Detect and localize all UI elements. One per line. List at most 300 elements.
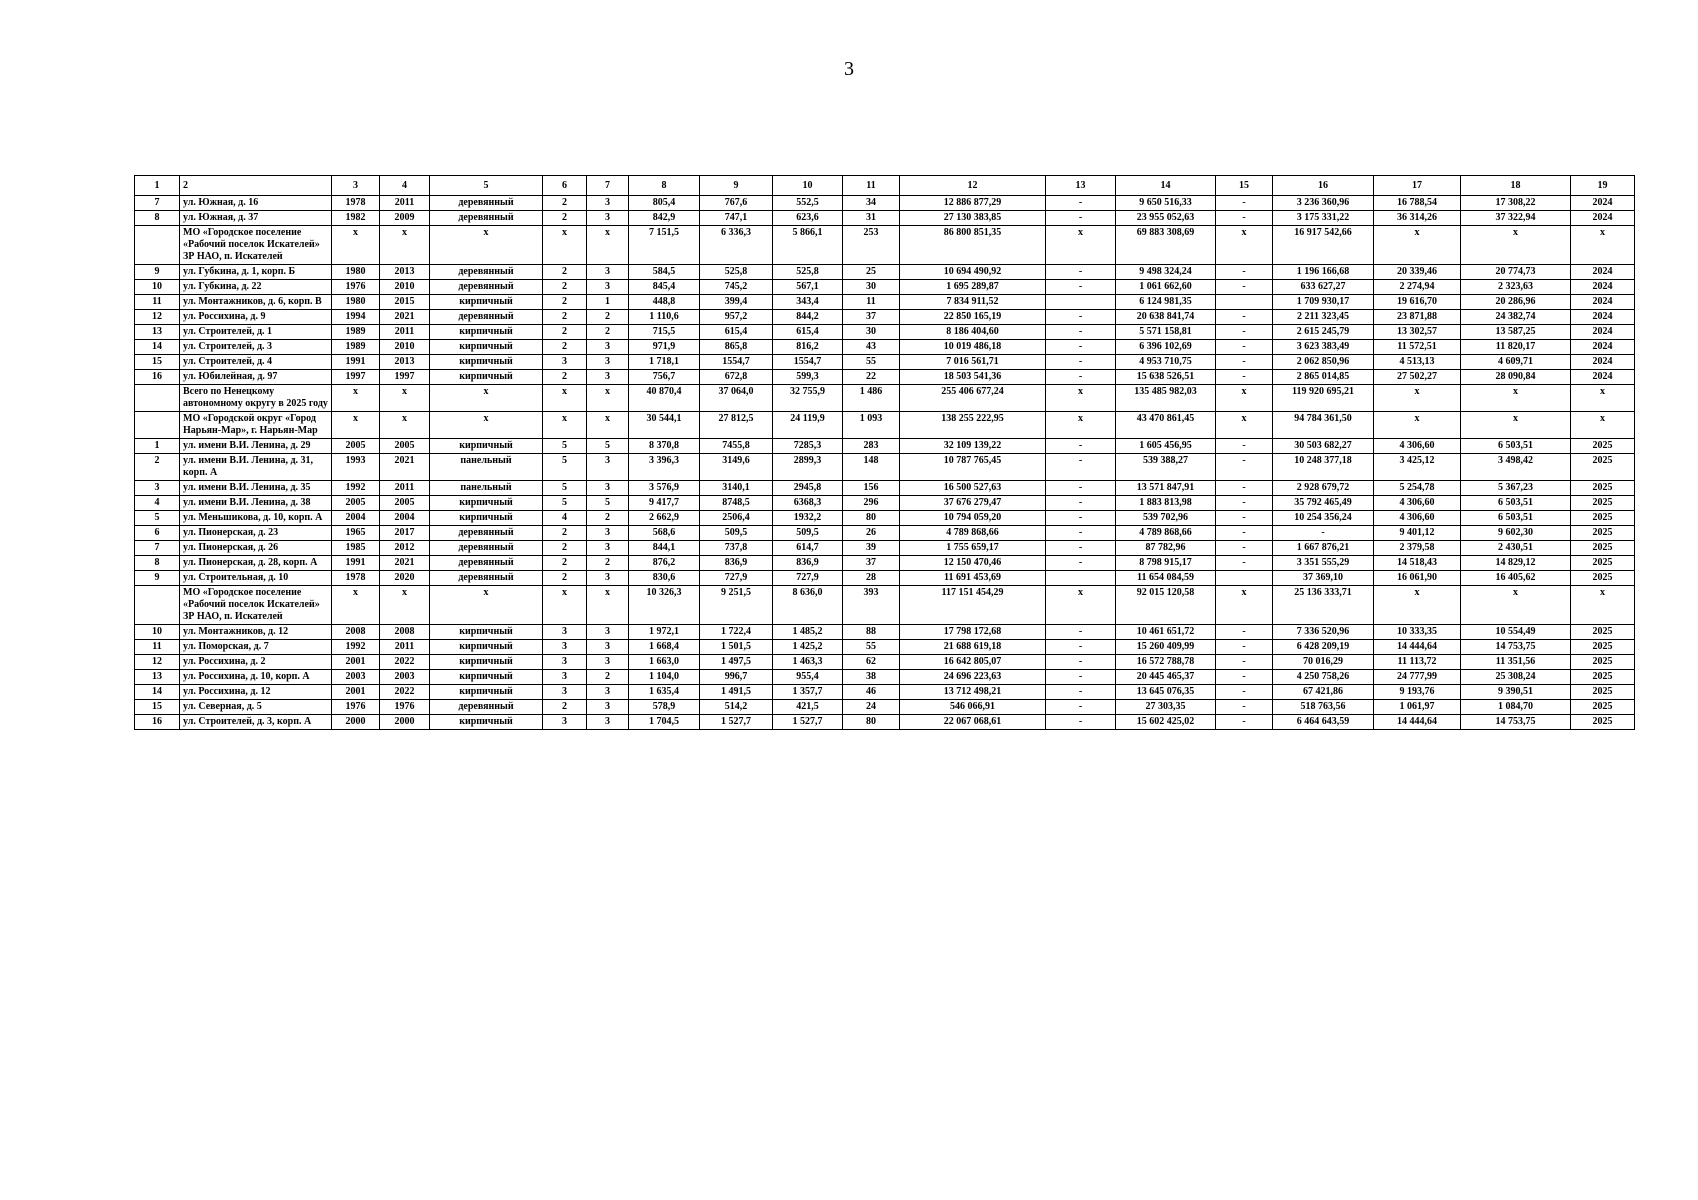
- table-row: [135, 295, 1635, 310]
- table-cell-col-8: 971,9: [629, 340, 700, 355]
- table-cell-col-5: деревянный: [430, 541, 543, 556]
- table-cell-col-2: ул. Пионерская, д. 23: [180, 526, 332, 541]
- table-cell-col-1: 13: [135, 325, 180, 340]
- table-cell-col-8: 8: [629, 176, 700, 196]
- table-cell-col-11: 25: [843, 265, 900, 280]
- table-cell-col-4: х: [380, 412, 430, 439]
- table-cell-col-3: 2000: [332, 715, 380, 730]
- table-cell-col-15: х: [1216, 412, 1273, 439]
- table-cell-col-2: ул. Строителей, д. 3, корп. А: [180, 715, 332, 730]
- table-cell-col-9: 1 501,5: [700, 640, 773, 655]
- table-cell-col-7: 2: [587, 670, 629, 685]
- table-cell-col-12: 7 834 911,52: [900, 295, 1046, 310]
- table-cell-col-5: кирпичный: [430, 670, 543, 685]
- table-cell-col-16: 3 175 331,22: [1273, 211, 1374, 226]
- table-cell-col-5: панельный: [430, 481, 543, 496]
- table-cell-col-13: -: [1046, 355, 1116, 370]
- table-cell-col-19: 2025: [1571, 640, 1635, 655]
- table-cell-col-8: 1 635,4: [629, 685, 700, 700]
- table-cell-col-19: 2025: [1571, 685, 1635, 700]
- table-cell-col-3: 1992: [332, 481, 380, 496]
- table-cell-col-18: х: [1461, 412, 1571, 439]
- table-cell-col-1: 1: [135, 176, 180, 196]
- table-cell-col-8: 578,9: [629, 700, 700, 715]
- table-cell-col-10: 32 755,9: [773, 385, 843, 412]
- table-cell-col-14: 13 645 076,35: [1116, 685, 1216, 700]
- table-cell-col-11: 24: [843, 700, 900, 715]
- table-cell-col-3: 1991: [332, 556, 380, 571]
- table-row: [135, 325, 1635, 340]
- table-cell-col-14: 69 883 308,69: [1116, 226, 1216, 265]
- table-cell-col-17: 9 193,76: [1374, 685, 1461, 700]
- table-row: [135, 640, 1635, 655]
- table-cell-col-18: 14 753,75: [1461, 715, 1571, 730]
- table-cell-col-15: -: [1216, 625, 1273, 640]
- table-cell-col-13: -: [1046, 211, 1116, 226]
- table-cell-col-3: 1989: [332, 340, 380, 355]
- table-cell-col-19: 2024: [1571, 340, 1635, 355]
- table-cell-col-1: 13: [135, 670, 180, 685]
- table-row: [135, 481, 1635, 496]
- table-row: [135, 541, 1635, 556]
- table-cell-col-12: 10 694 490,92: [900, 265, 1046, 280]
- table-cell-col-6: х: [543, 412, 587, 439]
- table-cell-col-10: 2945,8: [773, 481, 843, 496]
- table-cell-col-4: 2011: [380, 196, 430, 211]
- table-cell-col-2: ул. Пионерская, д. 26: [180, 541, 332, 556]
- table-cell-col-9: 1 497,5: [700, 655, 773, 670]
- table-cell-col-6: 2: [543, 280, 587, 295]
- table-cell-col-14: 20 638 841,74: [1116, 310, 1216, 325]
- table-cell-col-11: 28: [843, 571, 900, 586]
- table-cell-col-17: х: [1374, 586, 1461, 625]
- table-cell-col-15: -: [1216, 439, 1273, 454]
- table-row: [135, 412, 1635, 439]
- table-cell-col-11: 43: [843, 340, 900, 355]
- table-cell-col-17: 20 339,46: [1374, 265, 1461, 280]
- table-cell-col-3: 1991: [332, 355, 380, 370]
- table-cell-col-13: -: [1046, 280, 1116, 295]
- table-cell-col-17: 27 502,27: [1374, 370, 1461, 385]
- table-cell-col-10: 1 463,3: [773, 655, 843, 670]
- table-cell-col-11: 55: [843, 355, 900, 370]
- table-cell-col-4: х: [380, 586, 430, 625]
- table-cell-col-16: 2 062 850,96: [1273, 355, 1374, 370]
- table-cell-col-12: 546 066,91: [900, 700, 1046, 715]
- table-cell-col-8: 715,5: [629, 325, 700, 340]
- table-cell-col-13: -: [1046, 196, 1116, 211]
- table-cell-col-3: 2001: [332, 655, 380, 670]
- table-cell-col-7: 1: [587, 295, 629, 310]
- table-cell-col-8: 842,9: [629, 211, 700, 226]
- table-cell-col-4: 2022: [380, 655, 430, 670]
- table-cell-col-9: 509,5: [700, 526, 773, 541]
- table-cell-col-3: 1980: [332, 295, 380, 310]
- table-cell-col-5: кирпичный: [430, 340, 543, 355]
- table-cell-col-15: [1216, 571, 1273, 586]
- table-cell-col-19: 2025: [1571, 625, 1635, 640]
- table-cell-col-18: 28 090,84: [1461, 370, 1571, 385]
- table-cell-col-12: 10 787 765,45: [900, 454, 1046, 481]
- table-cell-col-16: 2 865 014,85: [1273, 370, 1374, 385]
- table-cell-col-14: 1 883 813,98: [1116, 496, 1216, 511]
- table-cell-col-10: 5 866,1: [773, 226, 843, 265]
- table-cell-col-14: 11 654 084,59: [1116, 571, 1216, 586]
- table-cell-col-3: 1965: [332, 526, 380, 541]
- table-cell-col-12: 17 798 172,68: [900, 625, 1046, 640]
- table-cell-col-11: 296: [843, 496, 900, 511]
- table-cell-col-1: 16: [135, 715, 180, 730]
- table-cell-col-16: 2 211 323,45: [1273, 310, 1374, 325]
- table-cell-col-7: 3: [587, 370, 629, 385]
- table-cell-col-14: 15 602 425,02: [1116, 715, 1216, 730]
- table-cell-col-12: 8 186 404,60: [900, 325, 1046, 340]
- table-cell-col-9: 514,2: [700, 700, 773, 715]
- table-cell-col-11: 1 093: [843, 412, 900, 439]
- table-cell-col-4: 2022: [380, 685, 430, 700]
- table-cell-col-5: кирпичный: [430, 295, 543, 310]
- table-cell-col-19: 2025: [1571, 556, 1635, 571]
- table-cell-col-3: 1997: [332, 370, 380, 385]
- table-cell-col-6: 2: [543, 526, 587, 541]
- table-row: [135, 226, 1635, 265]
- table-row: [135, 385, 1635, 412]
- table-cell-col-4: 1976: [380, 700, 430, 715]
- table-cell-col-19: 2025: [1571, 526, 1635, 541]
- table-cell-col-11: 283: [843, 439, 900, 454]
- table-cell-col-14: 43 470 861,45: [1116, 412, 1216, 439]
- table-cell-col-12: 12: [900, 176, 1046, 196]
- table-cell-col-11: 80: [843, 715, 900, 730]
- table-cell-col-13: -: [1046, 625, 1116, 640]
- table-cell-col-1: 5: [135, 511, 180, 526]
- table-cell-col-8: 1 668,4: [629, 640, 700, 655]
- table-cell-col-3: 2003: [332, 670, 380, 685]
- table-cell-col-19: 2024: [1571, 325, 1635, 340]
- table-cell-col-8: 756,7: [629, 370, 700, 385]
- table-cell-col-9: 8748,5: [700, 496, 773, 511]
- table-cell-col-1: 7: [135, 541, 180, 556]
- table-cell-col-17: 19 616,70: [1374, 295, 1461, 310]
- table-cell-col-9: 9 251,5: [700, 586, 773, 625]
- table-cell-col-17: 4 513,13: [1374, 355, 1461, 370]
- table-cell-col-18: 17 308,22: [1461, 196, 1571, 211]
- table-cell-col-13: -: [1046, 526, 1116, 541]
- table-cell-col-11: 253: [843, 226, 900, 265]
- table-cell-col-2: МО «Городское поселение «Рабочий поселок Искателей» ЗР НАО, п. Искателей: [180, 226, 332, 265]
- table-cell-col-10: 1554,7: [773, 355, 843, 370]
- table-cell-col-16: 2 928 679,72: [1273, 481, 1374, 496]
- table-cell-col-9: 9: [700, 176, 773, 196]
- table-cell-col-13: -: [1046, 439, 1116, 454]
- table-cell-col-5: деревянный: [430, 265, 543, 280]
- table-cell-col-19: 2025: [1571, 481, 1635, 496]
- table-cell-col-13: -: [1046, 685, 1116, 700]
- table-cell-col-10: 599,3: [773, 370, 843, 385]
- table-cell-col-9: 957,2: [700, 310, 773, 325]
- table-cell-col-8: 8 370,8: [629, 439, 700, 454]
- table-cell-col-2: МО «Городское поселение «Рабочий поселок Искателей» ЗР НАО, п. Искателей: [180, 586, 332, 625]
- table-cell-col-12: 12 150 470,46: [900, 556, 1046, 571]
- table-cell-col-9: 737,8: [700, 541, 773, 556]
- table-cell-col-14: 1 061 662,60: [1116, 280, 1216, 295]
- table-cell-col-6: х: [543, 586, 587, 625]
- page-number: 3: [844, 58, 854, 80]
- table-row: [135, 586, 1635, 625]
- table-cell-col-8: 10 326,3: [629, 586, 700, 625]
- table-cell-col-12: 27 130 383,85: [900, 211, 1046, 226]
- table-cell-col-13: -: [1046, 325, 1116, 340]
- table-cell-col-19: 2025: [1571, 655, 1635, 670]
- table-cell-col-16: 10 254 356,24: [1273, 511, 1374, 526]
- table-cell-col-2: ул. Россихина, д. 9: [180, 310, 332, 325]
- table-cell-col-14: 27 303,35: [1116, 700, 1216, 715]
- table-cell-col-2: ул. Меньшикова, д. 10, корп. А: [180, 511, 332, 526]
- table-cell-col-4: 2008: [380, 625, 430, 640]
- table-cell-col-8: 2 662,9: [629, 511, 700, 526]
- table-cell-col-12: 10 794 059,20: [900, 511, 1046, 526]
- table-cell-col-16: 633 627,27: [1273, 280, 1374, 295]
- table-cell-col-2: ул. Россихина, д. 10, корп. А: [180, 670, 332, 685]
- table-cell-col-8: 830,6: [629, 571, 700, 586]
- table-cell-col-5: х: [430, 586, 543, 625]
- table-cell-col-19: 19: [1571, 176, 1635, 196]
- table-cell-col-6: 2: [543, 310, 587, 325]
- table-cell-col-2: ул. Монтажников, д. 12: [180, 625, 332, 640]
- table-row: [135, 340, 1635, 355]
- table-cell-col-17: 4 306,60: [1374, 439, 1461, 454]
- table-cell-col-6: 2: [543, 295, 587, 310]
- table-cell-col-18: 11 351,56: [1461, 655, 1571, 670]
- table-cell-col-6: 2: [543, 211, 587, 226]
- table-cell-col-7: 2: [587, 325, 629, 340]
- table-cell-col-17: 23 871,88: [1374, 310, 1461, 325]
- table-cell-col-9: 615,4: [700, 325, 773, 340]
- table-cell-col-11: 11: [843, 176, 900, 196]
- table-row: [135, 655, 1635, 670]
- table-cell-col-11: 37: [843, 310, 900, 325]
- table-cell-col-16: 70 016,29: [1273, 655, 1374, 670]
- table-cell-col-14: 6 396 102,69: [1116, 340, 1216, 355]
- table-cell-col-11: 38: [843, 670, 900, 685]
- table-cell-col-7: х: [587, 385, 629, 412]
- table-cell-col-9: 836,9: [700, 556, 773, 571]
- table-cell-col-5: кирпичный: [430, 640, 543, 655]
- table-cell-col-1: 9: [135, 571, 180, 586]
- table-cell-col-13: х: [1046, 586, 1116, 625]
- table-cell-col-14: 8 798 915,17: [1116, 556, 1216, 571]
- table-cell-col-10: 421,5: [773, 700, 843, 715]
- table-cell-col-16: 3 623 383,49: [1273, 340, 1374, 355]
- table-cell-col-6: 3: [543, 640, 587, 655]
- table-cell-col-6: 2: [543, 196, 587, 211]
- table-cell-col-5: кирпичный: [430, 655, 543, 670]
- table-cell-col-17: 16 061,90: [1374, 571, 1461, 586]
- table-cell-col-2: ул. Юбилейная, д. 97: [180, 370, 332, 385]
- table-cell-col-19: 2025: [1571, 511, 1635, 526]
- table-cell-col-18: 20 286,96: [1461, 295, 1571, 310]
- table-cell-col-10: 623,6: [773, 211, 843, 226]
- table-cell-col-16: 16: [1273, 176, 1374, 196]
- table-cell-col-15: -: [1216, 196, 1273, 211]
- table-cell-col-14: 20 445 465,37: [1116, 670, 1216, 685]
- table-cell-col-7: 3: [587, 715, 629, 730]
- table-cell-col-4: 2011: [380, 325, 430, 340]
- table-row: [135, 556, 1635, 571]
- table-cell-col-7: 2: [587, 310, 629, 325]
- table-cell-col-5: деревянный: [430, 556, 543, 571]
- table-cell-col-5: кирпичный: [430, 496, 543, 511]
- table-cell-col-6: 2: [543, 340, 587, 355]
- table-cell-col-2: ул. имени В.И. Ленина, д. 29: [180, 439, 332, 454]
- table-cell-col-1: 10: [135, 625, 180, 640]
- table-cell-col-3: 2005: [332, 496, 380, 511]
- table-row: [135, 280, 1635, 295]
- table-cell-col-4: х: [380, 385, 430, 412]
- table-cell-col-16: 37 369,10: [1273, 571, 1374, 586]
- table-cell-col-12: 32 109 139,22: [900, 439, 1046, 454]
- table-cell-col-6: 2: [543, 265, 587, 280]
- table-cell-col-15: -: [1216, 355, 1273, 370]
- table-cell-col-17: 17: [1374, 176, 1461, 196]
- table-row: [135, 265, 1635, 280]
- table-cell-col-11: 88: [843, 625, 900, 640]
- table-cell-col-3: 1985: [332, 541, 380, 556]
- table-cell-col-6: 5: [543, 496, 587, 511]
- table-cell-col-14: 9 498 324,24: [1116, 265, 1216, 280]
- table-cell-col-11: 1 486: [843, 385, 900, 412]
- table-cell-col-12: 18 503 541,36: [900, 370, 1046, 385]
- table-cell-col-7: 3: [587, 340, 629, 355]
- table-cell-col-18: 18: [1461, 176, 1571, 196]
- table-cell-col-12: 7 016 561,71: [900, 355, 1046, 370]
- table-cell-col-7: 2: [587, 556, 629, 571]
- table-cell-col-6: 5: [543, 439, 587, 454]
- table-cell-col-14: 5 571 158,81: [1116, 325, 1216, 340]
- table-cell-col-13: -: [1046, 640, 1116, 655]
- table-cell-col-7: 3: [587, 640, 629, 655]
- table-cell-col-3: 2004: [332, 511, 380, 526]
- table-cell-col-7: 3: [587, 625, 629, 640]
- table-cell-col-12: 22 067 068,61: [900, 715, 1046, 730]
- table-cell-col-2: ул. Россихина, д. 12: [180, 685, 332, 700]
- table-cell-col-15: -: [1216, 640, 1273, 655]
- table-cell-col-1: 1: [135, 439, 180, 454]
- table-cell-col-15: [1216, 295, 1273, 310]
- table-cell-col-19: 2025: [1571, 541, 1635, 556]
- table-cell-col-7: х: [587, 412, 629, 439]
- table-cell-col-18: х: [1461, 226, 1571, 265]
- table-cell-col-17: х: [1374, 412, 1461, 439]
- table-cell-col-8: 805,4: [629, 196, 700, 211]
- table-cell-col-15: 15: [1216, 176, 1273, 196]
- table-cell-col-15: -: [1216, 685, 1273, 700]
- table-cell-col-13: -: [1046, 556, 1116, 571]
- table-cell-col-4: 2015: [380, 295, 430, 310]
- table-cell-col-12: 11 691 453,69: [900, 571, 1046, 586]
- table-cell-col-18: 6 503,51: [1461, 439, 1571, 454]
- table-cell-col-10: 1 357,7: [773, 685, 843, 700]
- table-cell-col-9: 767,6: [700, 196, 773, 211]
- table-cell-col-5: деревянный: [430, 196, 543, 211]
- table-cell-col-1: 8: [135, 211, 180, 226]
- table-cell-col-2: ул. Поморская, д. 7: [180, 640, 332, 655]
- table-cell-col-18: 6 503,51: [1461, 511, 1571, 526]
- table-cell-col-3: 1992: [332, 640, 380, 655]
- table-cell-col-12: 37 676 279,47: [900, 496, 1046, 511]
- table-cell-col-17: 24 777,99: [1374, 670, 1461, 685]
- table-cell-col-3: 1976: [332, 700, 380, 715]
- table-cell-col-8: 845,4: [629, 280, 700, 295]
- table-cell-col-18: 1 084,70: [1461, 700, 1571, 715]
- table-cell-col-19: х: [1571, 226, 1635, 265]
- table-cell-col-5: кирпичный: [430, 370, 543, 385]
- table-cell-col-6: 5: [543, 481, 587, 496]
- table-row: [135, 571, 1635, 586]
- table-cell-col-3: 1980: [332, 265, 380, 280]
- table-cell-col-17: 2 274,94: [1374, 280, 1461, 295]
- table-cell-col-1: 2: [135, 454, 180, 481]
- table-cell-col-4: 2004: [380, 511, 430, 526]
- table-cell-col-17: 14 444,64: [1374, 715, 1461, 730]
- table-cell-col-8: 584,5: [629, 265, 700, 280]
- table-cell-col-7: 3: [587, 655, 629, 670]
- table-row: [135, 685, 1635, 700]
- table-cell-col-10: 2899,3: [773, 454, 843, 481]
- table-cell-col-1: [135, 586, 180, 625]
- table-cell-col-11: 22: [843, 370, 900, 385]
- table-cell-col-9: 865,8: [700, 340, 773, 355]
- table-cell-col-7: 3: [587, 211, 629, 226]
- table-cell-col-18: 4 609,71: [1461, 355, 1571, 370]
- table-cell-col-1: [135, 385, 180, 412]
- table-cell-col-6: 3: [543, 355, 587, 370]
- table-cell-col-14: 15 638 526,51: [1116, 370, 1216, 385]
- table-cell-col-16: 2 615 245,79: [1273, 325, 1374, 340]
- table-cell-col-4: 2020: [380, 571, 430, 586]
- table-cell-col-7: 3: [587, 541, 629, 556]
- table-cell-col-8: 1 718,1: [629, 355, 700, 370]
- table-cell-col-1: 3: [135, 481, 180, 496]
- table-cell-col-5: кирпичный: [430, 625, 543, 640]
- table-cell-col-7: 3: [587, 280, 629, 295]
- table-cell-col-1: [135, 412, 180, 439]
- table-cell-col-7: 5: [587, 496, 629, 511]
- table-row: [135, 454, 1635, 481]
- table-cell-col-8: 876,2: [629, 556, 700, 571]
- table-cell-col-19: 2024: [1571, 196, 1635, 211]
- table-cell-col-17: 13 302,57: [1374, 325, 1461, 340]
- table-cell-col-13: х: [1046, 385, 1116, 412]
- table-cell-col-6: 6: [543, 176, 587, 196]
- table-cell-col-2: ул. имени В.И. Ленина, д. 31, корп. А: [180, 454, 332, 481]
- table-cell-col-2: ул. Строителей, д. 1: [180, 325, 332, 340]
- table-cell-col-9: 525,8: [700, 265, 773, 280]
- table-cell-col-4: 2013: [380, 355, 430, 370]
- table-cell-col-2: ул. Южная, д. 37: [180, 211, 332, 226]
- table-cell-col-18: 25 308,24: [1461, 670, 1571, 685]
- table-cell-col-18: 16 405,62: [1461, 571, 1571, 586]
- table-cell-col-8: 844,1: [629, 541, 700, 556]
- table-cell-col-13: -: [1046, 541, 1116, 556]
- table-cell-col-8: 1 110,6: [629, 310, 700, 325]
- table-cell-col-3: 1978: [332, 571, 380, 586]
- table-cell-col-7: 3: [587, 571, 629, 586]
- table-cell-col-15: х: [1216, 586, 1273, 625]
- table-cell-col-6: 5: [543, 454, 587, 481]
- table-row: [135, 211, 1635, 226]
- table-cell-col-9: 1554,7: [700, 355, 773, 370]
